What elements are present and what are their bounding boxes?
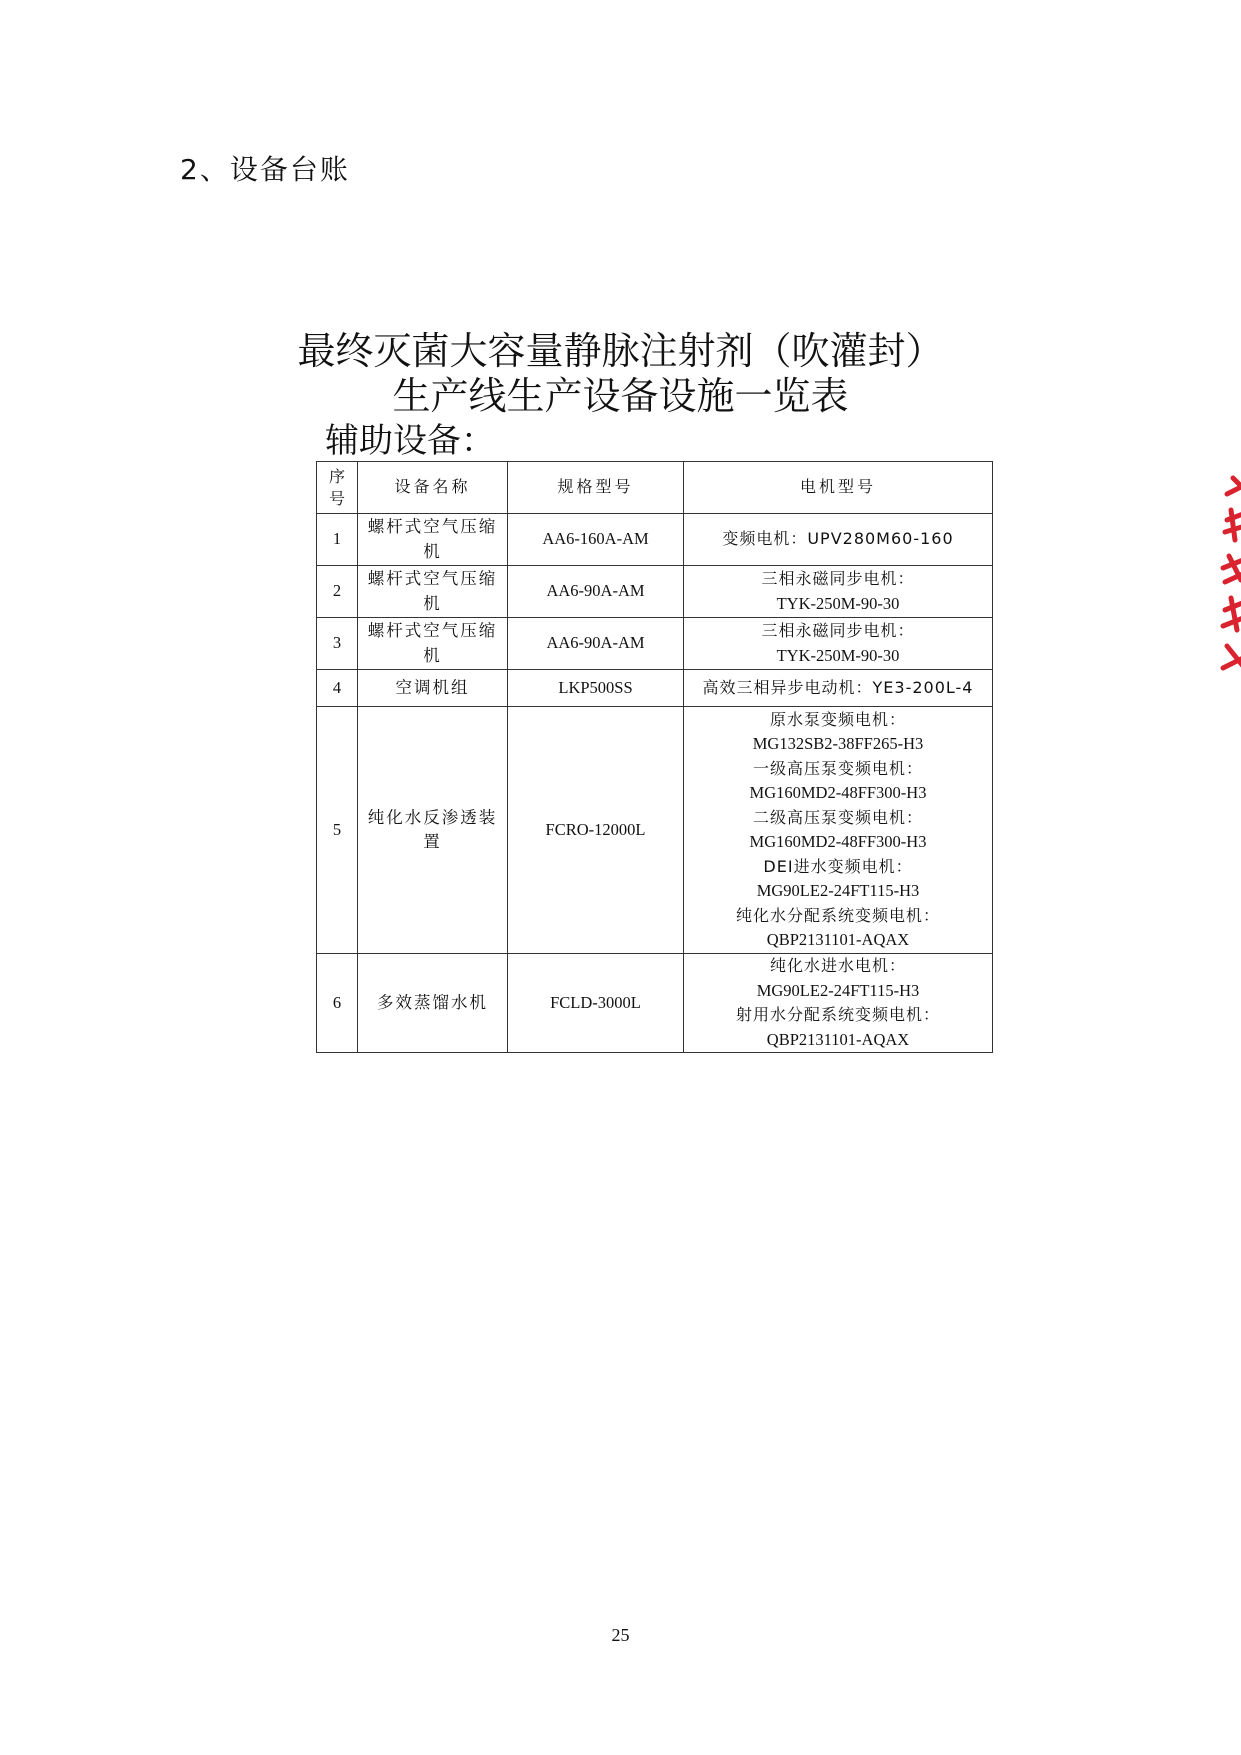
motor-line: MG132SB2-38FF265-H3 <box>752 734 924 753</box>
table-row <box>317 954 993 1053</box>
row-motor <box>684 707 993 954</box>
row-spec: FCLD-3000L <box>508 954 684 1053</box>
motor-line: 射用水分配系统变频电机： <box>735 1005 940 1024</box>
row-index: 1 <box>317 514 358 566</box>
header-name: 设备名称 <box>358 462 508 514</box>
seal-graphic <box>1213 470 1241 680</box>
motor-line: 纯化水分配系统变频电机： <box>735 905 940 925</box>
motor-line: 高效三相异步电动机：YE3-200L-4 <box>702 677 974 697</box>
motor-line: MG90LE2-24FT115-H3 <box>756 980 920 1000</box>
row-index: 6 <box>317 954 358 1053</box>
table-row <box>317 618 993 670</box>
row-spec: LKP500SS <box>508 670 684 707</box>
motor-line: 三相永磁同步电机： <box>761 569 915 588</box>
table-title-line-1: 最终灭菌大容量静脉注射剂（吹灌封） <box>297 329 944 373</box>
motor-line: MG160MD2-48FF300-H3 <box>749 832 927 851</box>
table-row <box>317 707 993 954</box>
table-title-line-2: 生产线生产设备设施一览表 <box>392 374 849 418</box>
motor-line: TYK-250M-90-30 <box>776 645 900 665</box>
row-name: 螺杆式空气压缩机 <box>358 618 508 670</box>
row-spec: AA6-90A-AM <box>508 618 684 670</box>
row-index: 5 <box>317 707 358 954</box>
motor-line: MG160MD2-48FF300-H3 <box>749 783 927 802</box>
motor-line: 一级高压泵变频电机： <box>752 758 923 778</box>
row-motor <box>684 954 993 1053</box>
row-motor <box>684 514 993 566</box>
row-motor <box>684 618 993 670</box>
motor-line: MG90LE2-24FT115-H3 <box>756 881 920 900</box>
row-name: 空调机组 <box>358 670 508 707</box>
table-header-row <box>317 462 993 514</box>
header-spec: 规格型号 <box>508 462 684 514</box>
equipment-table <box>316 461 993 1053</box>
row-spec: AA6-160A-AM <box>508 514 684 566</box>
row-name: 多效蒸馏水机 <box>358 954 508 1053</box>
table-row <box>317 566 993 618</box>
row-index: 3 <box>317 618 358 670</box>
row-motor <box>684 566 993 618</box>
row-spec: FCRO-12000L <box>508 707 684 954</box>
row-name: 螺杆式空气压缩机 <box>358 566 508 618</box>
row-index: 4 <box>317 670 358 707</box>
motor-line: QBP2131101-AQAX <box>766 1029 910 1049</box>
table-subtitle: 辅助设备： <box>325 421 495 461</box>
row-motor <box>684 670 993 707</box>
header-index: 序 号 <box>317 462 358 514</box>
motor-line: 变频电机：UPV280M60-160 <box>722 529 954 549</box>
table-row <box>317 514 993 566</box>
motor-line: TYK-250M-90-30 <box>776 593 900 613</box>
section-heading: 2、设备台账 <box>180 153 350 186</box>
header-motor: 电机型号 <box>684 462 993 514</box>
row-name: 纯化水反渗透装置 <box>358 707 508 954</box>
table-row <box>317 670 993 707</box>
motor-line: 原水泵变频电机： <box>769 709 906 729</box>
motor-line: 三相永磁同步电机： <box>761 621 915 640</box>
motor-line: 二级高压泵变频电机： <box>752 807 923 827</box>
row-spec: AA6-90A-AM <box>508 566 684 618</box>
motor-line: 纯化水进水电机： <box>769 956 906 975</box>
motor-line: QBP2131101-AQAX <box>766 930 910 949</box>
motor-line: DEI进水变频电机： <box>763 856 913 876</box>
red-seal-stamp <box>1213 470 1241 680</box>
row-index: 2 <box>317 566 358 618</box>
table-body <box>317 514 993 1053</box>
page-number: 25 <box>611 1625 630 1645</box>
row-name: 螺杆式空气压缩机 <box>358 514 508 566</box>
